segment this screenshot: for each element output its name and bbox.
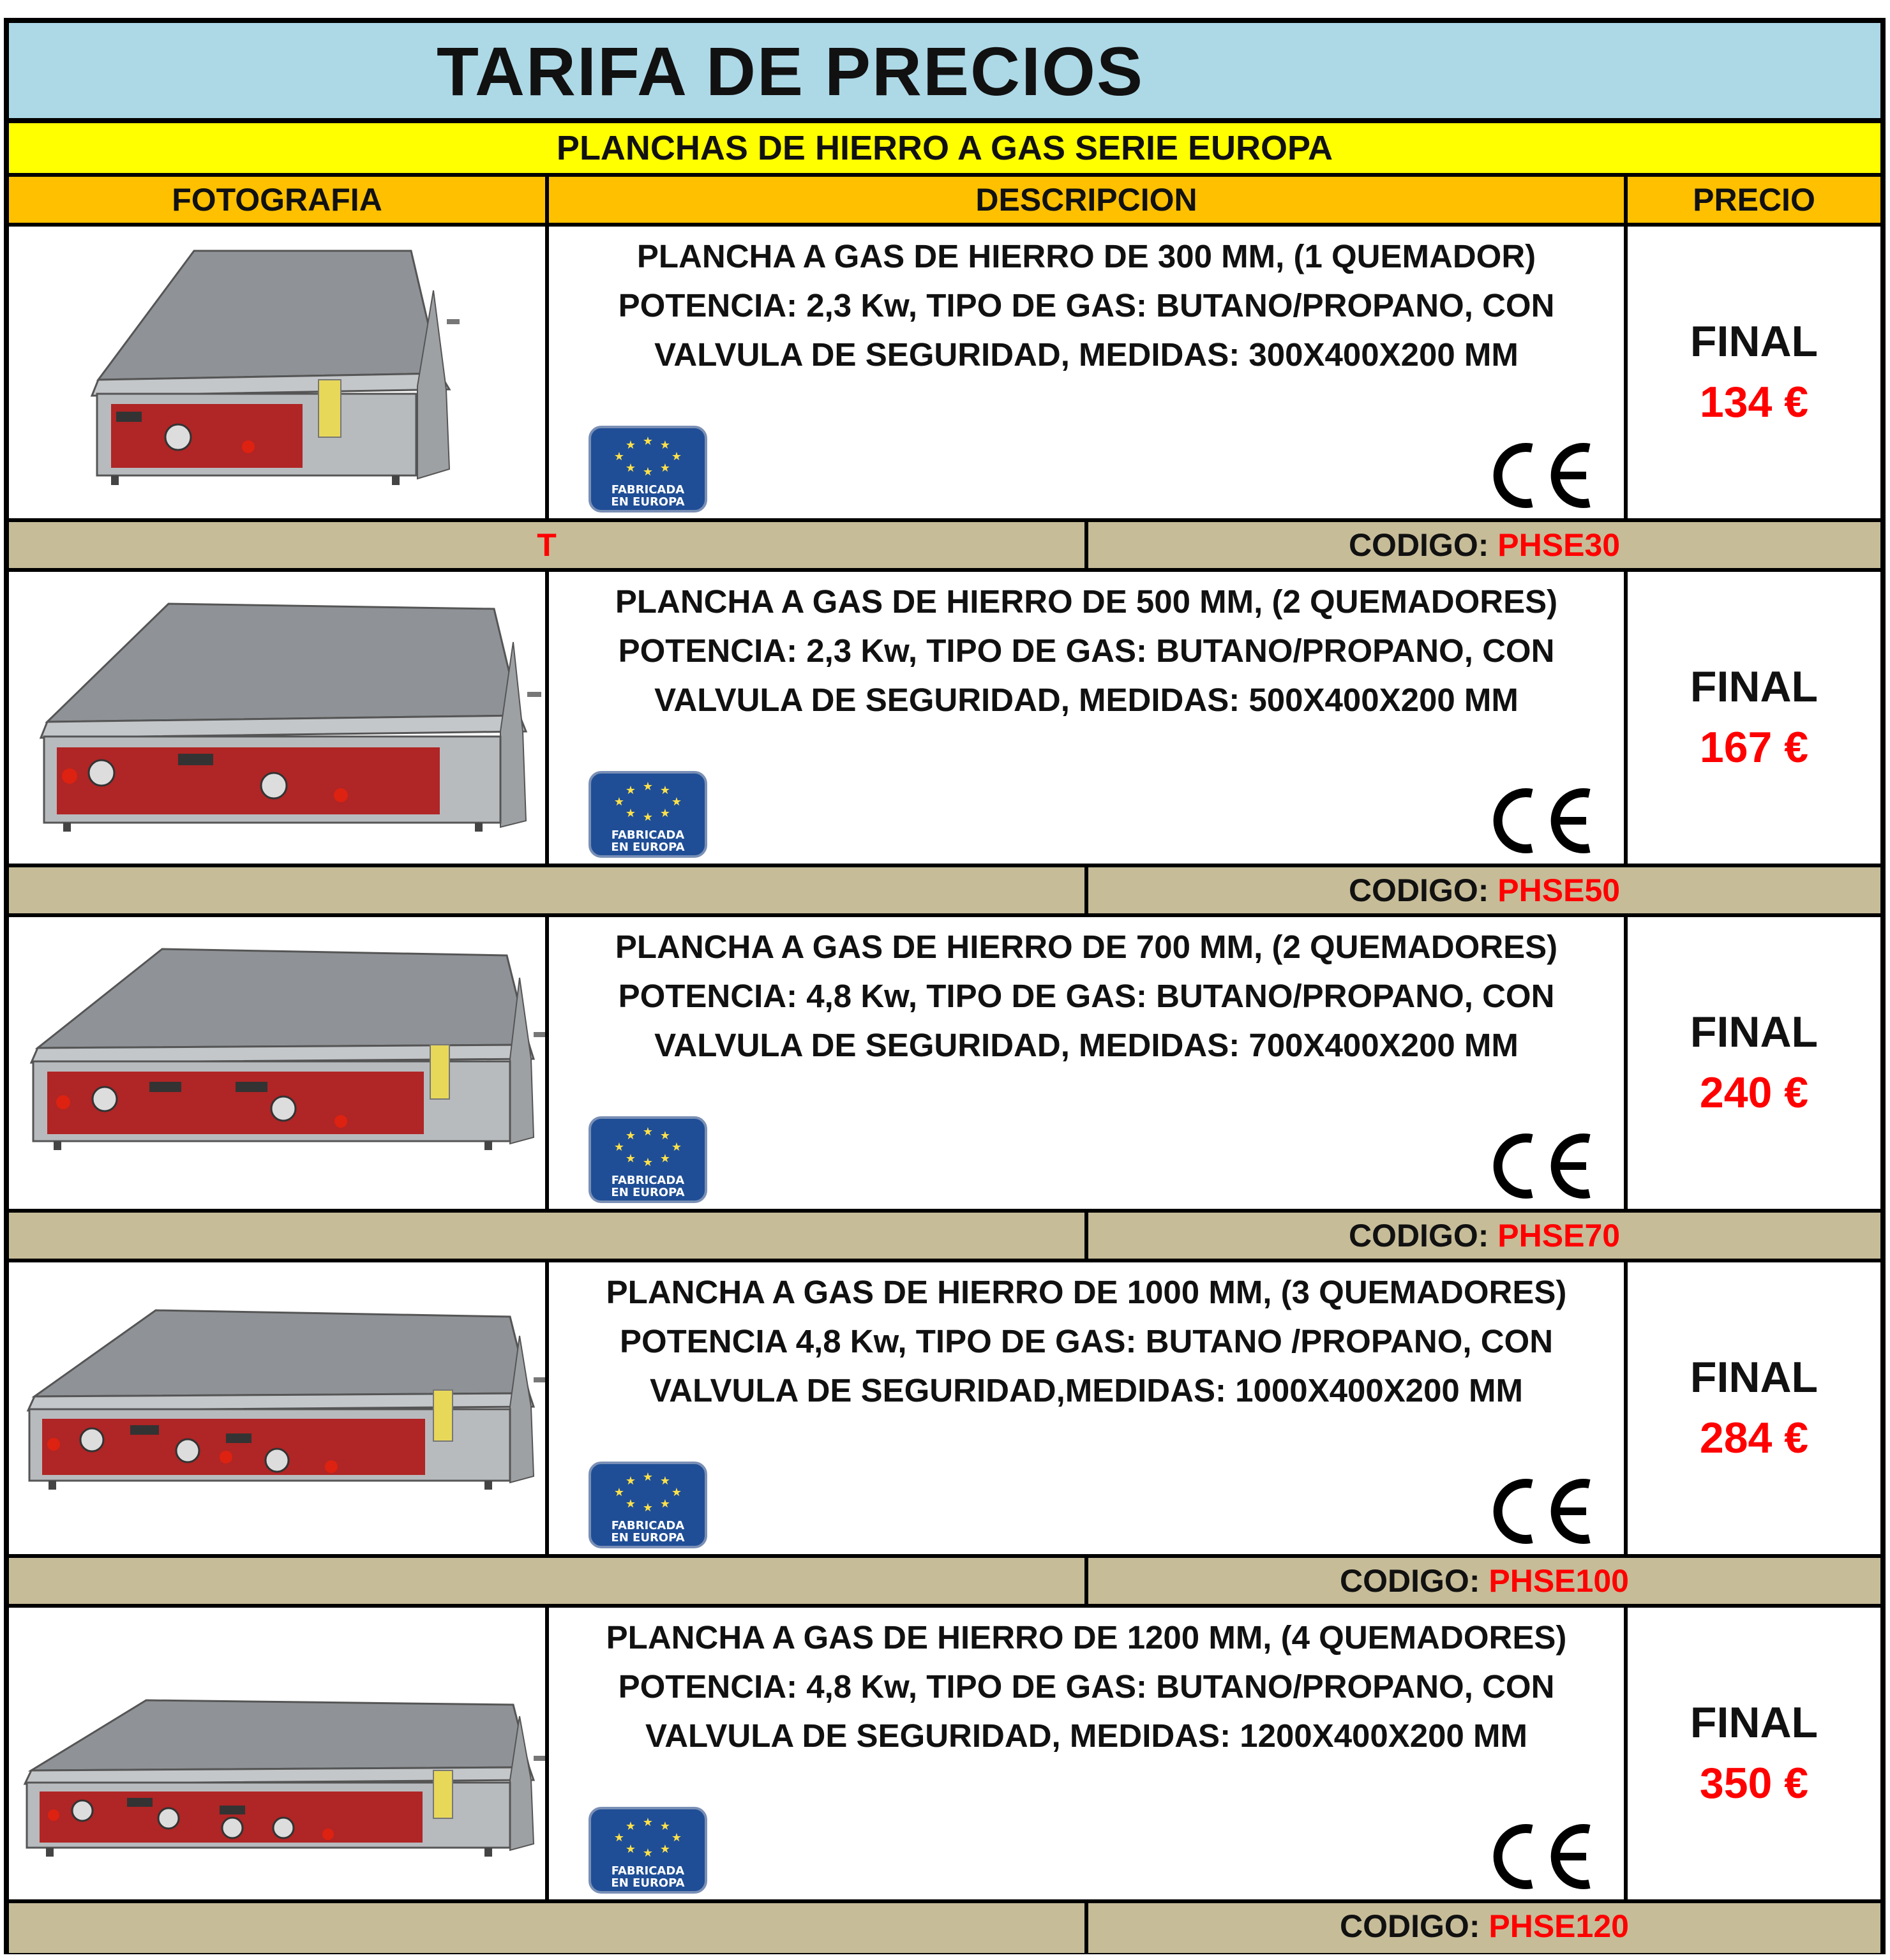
svg-text:FABRICADA: FABRICADA (611, 1864, 685, 1878)
svg-text:★: ★ (642, 1501, 654, 1515)
code-value: PHSE100 (1489, 1563, 1629, 1599)
code-row (9, 522, 1880, 572)
product-code (1088, 1213, 1880, 1259)
fabricada-en-europa-badge (587, 770, 709, 859)
svg-text:FABRICADA: FABRICADA (611, 828, 685, 842)
svg-text:★: ★ (625, 1820, 636, 1833)
price-value: 134 € (1699, 378, 1809, 426)
code-value: PHSE70 (1497, 1218, 1621, 1253)
svg-text:★: ★ (659, 1497, 671, 1511)
product-row (9, 917, 1880, 1213)
code-label: CODIGO: (1340, 1908, 1480, 1944)
product-description: PLANCHA A GAS DE HIERRO DE 1200 MM, (4 QUEMADORES) POTENCIA: 4,8 Kw, TIPO DE GAS: BUTANO/PROPANO, CON VALVULA DE SEGURIDAD, MEDIDAS: 1200X400X200 MM (606, 1619, 1567, 1754)
code-row (9, 1558, 1880, 1608)
code-row (9, 1213, 1880, 1262)
product-description: PLANCHA A GAS DE HIERRO DE 1000 MM, (3 QUEMADORES) POTENCIA 4,8 Kw, TIPO DE GAS: BUTANO /PROPANO, CON VALVULA DE SEGURIDAD,MEDIDAS: 1000X400X200 MM (606, 1274, 1567, 1409)
price-value: 284 € (1699, 1414, 1809, 1462)
row-note: T (537, 527, 557, 563)
ce-mark-icon (1474, 786, 1602, 856)
svg-text:★: ★ (625, 784, 636, 797)
code-label: CODIGO: (1348, 872, 1489, 908)
svg-text:★: ★ (671, 1831, 682, 1844)
row-note (9, 1213, 1084, 1259)
final-label: FINAL (1690, 317, 1819, 366)
code-label: CODIGO: (1348, 527, 1489, 563)
price-value: 240 € (1699, 1068, 1809, 1117)
svg-text:★: ★ (625, 1129, 636, 1142)
svg-text:★: ★ (659, 807, 671, 820)
product-code (1088, 1903, 1880, 1949)
svg-text:★: ★ (642, 465, 654, 479)
svg-text:★: ★ (659, 1820, 671, 1833)
svg-text:★: ★ (613, 1141, 625, 1154)
svg-text:FABRICADA: FABRICADA (611, 1174, 685, 1187)
code-value: PHSE120 (1489, 1908, 1629, 1944)
ce-mark-icon (1474, 440, 1602, 511)
svg-text:★: ★ (613, 450, 625, 463)
svg-text:★: ★ (659, 1843, 671, 1856)
product-description: PLANCHA A GAS DE HIERRO DE 500 MM, (2 QUEMADORES) POTENCIA: 2,3 Kw, TIPO DE GAS: BUTANO/PROPANO, CON VALVULA DE SEGURIDAD, MEDIDAS: 500X400X200 MM (615, 583, 1558, 718)
ce-mark-icon (1474, 1822, 1602, 1892)
svg-text:★: ★ (625, 1843, 636, 1856)
price-cell (1628, 227, 1880, 518)
subtitle-bar: PLANCHAS DE HIERRO A GAS SERIE EUROPA (9, 123, 1880, 177)
svg-text:★: ★ (671, 1486, 682, 1499)
final-label: FINAL (1690, 1353, 1819, 1402)
svg-text:EN EUROPA: EN EUROPA (611, 1876, 685, 1890)
griddle-500-image (9, 572, 545, 864)
code-row (9, 867, 1880, 917)
svg-text:★: ★ (642, 435, 654, 448)
svg-text:★: ★ (642, 1816, 654, 1829)
fabricada-en-europa-badge (587, 424, 709, 514)
product-photo (9, 1262, 545, 1554)
svg-text:EN EUROPA: EN EUROPA (611, 495, 685, 509)
product-photo (9, 917, 545, 1209)
row-note (9, 1558, 1084, 1604)
header-photo: FOTOGRAFIA (172, 182, 382, 218)
svg-text:★: ★ (625, 1497, 636, 1511)
griddle-700-image (9, 917, 545, 1209)
product-photo (9, 572, 545, 864)
price-cell (1628, 572, 1880, 864)
product-description-cell (549, 917, 1624, 1209)
product-photo (9, 1608, 545, 1899)
row-note (9, 867, 1084, 913)
code-value: PHSE50 (1497, 872, 1621, 908)
product-code (1088, 1558, 1880, 1604)
page-title: TARIFA DE PRECIOS (437, 33, 1144, 110)
code-row (9, 1903, 1880, 1953)
svg-text:★: ★ (671, 795, 682, 809)
svg-text:★: ★ (613, 1831, 625, 1844)
svg-text:★: ★ (642, 1156, 654, 1169)
svg-text:★: ★ (671, 1141, 682, 1154)
svg-text:FABRICADA: FABRICADA (611, 483, 685, 497)
product-description: PLANCHA A GAS DE HIERRO DE 300 MM, (1 QUEMADOR) POTENCIA: 2,3 Kw, TIPO DE GAS: BUTANO/PROPANO, CON VALVULA DE SEGURIDAD, MEDIDAS: 300X400X200 MM (618, 238, 1555, 373)
code-label: CODIGO: (1340, 1563, 1480, 1599)
product-description-cell (549, 1608, 1624, 1899)
svg-text:★: ★ (659, 438, 671, 452)
svg-text:FABRICADA: FABRICADA (611, 1519, 685, 1532)
fabricada-en-europa-badge (587, 1115, 709, 1204)
griddle-1000-image (9, 1262, 545, 1554)
svg-text:★: ★ (659, 784, 671, 797)
price-value: 167 € (1699, 723, 1809, 772)
svg-text:★: ★ (625, 438, 636, 452)
svg-text:EN EUROPA: EN EUROPA (611, 841, 685, 854)
svg-text:★: ★ (642, 1125, 654, 1139)
header-price: PRECIO (1693, 182, 1815, 218)
product-row (9, 572, 1880, 867)
row-note (9, 1903, 1084, 1949)
product-row (9, 1262, 1880, 1558)
ce-mark-icon (1474, 1476, 1602, 1546)
product-description: PLANCHA A GAS DE HIERRO DE 700 MM, (2 QUEMADORES) POTENCIA: 4,8 Kw, TIPO DE GAS: BUTANO/PROPANO, CON VALVULA DE SEGURIDAD, MEDIDAS: 700X400X200 MM (615, 929, 1558, 1063)
price-list-sheet (4, 18, 1886, 1954)
svg-text:★: ★ (625, 461, 636, 475)
fabricada-en-europa-badge (587, 1460, 709, 1550)
fabricada-en-europa-badge (587, 1806, 709, 1895)
ce-mark-icon (1474, 1131, 1602, 1201)
product-row (9, 1608, 1880, 1903)
product-photo (9, 227, 545, 518)
product-row (9, 227, 1880, 522)
final-label: FINAL (1690, 662, 1819, 711)
title-bar (9, 23, 1880, 123)
svg-text:★: ★ (625, 807, 636, 820)
svg-text:★: ★ (642, 780, 654, 793)
svg-text:★: ★ (613, 1486, 625, 1499)
svg-text:EN EUROPA: EN EUROPA (611, 1186, 685, 1199)
product-description-cell (549, 1262, 1624, 1554)
code-label: CODIGO: (1348, 1218, 1489, 1253)
product-code (1088, 522, 1880, 568)
svg-text:EN EUROPA: EN EUROPA (611, 1531, 685, 1545)
price-cell (1628, 1262, 1880, 1554)
svg-text:★: ★ (642, 811, 654, 824)
griddle-300-image (9, 227, 545, 518)
griddle-1200-image (9, 1608, 545, 1899)
svg-text:★: ★ (642, 1470, 654, 1484)
svg-text:★: ★ (659, 1152, 671, 1165)
product-description-cell (549, 572, 1624, 864)
product-description-cell (549, 227, 1624, 518)
final-label: FINAL (1690, 1008, 1819, 1056)
svg-text:★: ★ (659, 1129, 671, 1142)
price-cell (1628, 1608, 1880, 1899)
product-code (1088, 867, 1880, 913)
table-header (9, 177, 1880, 227)
svg-text:★: ★ (671, 450, 682, 463)
svg-text:★: ★ (613, 795, 625, 809)
price-value: 350 € (1699, 1759, 1809, 1807)
header-description: DESCRIPCION (975, 182, 1197, 218)
final-label: FINAL (1690, 1698, 1819, 1747)
price-cell (1628, 917, 1880, 1209)
svg-text:★: ★ (625, 1474, 636, 1488)
svg-text:★: ★ (625, 1152, 636, 1165)
svg-text:★: ★ (642, 1846, 654, 1860)
svg-text:★: ★ (659, 461, 671, 475)
svg-text:★: ★ (659, 1474, 671, 1488)
code-value: PHSE30 (1497, 527, 1621, 563)
